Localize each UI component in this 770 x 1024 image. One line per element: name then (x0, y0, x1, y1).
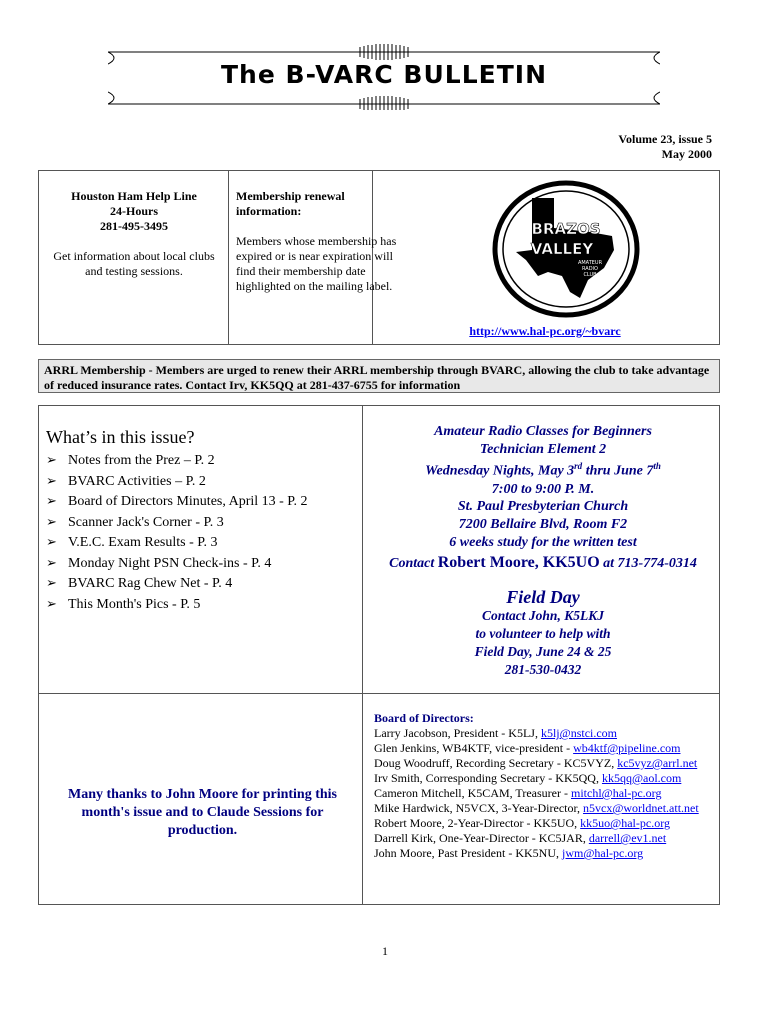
toc-list (46, 450, 308, 614)
field-day-phone: 281-530-0432 (504, 662, 582, 677)
logo-word-valley: VALLEY (530, 240, 594, 258)
classes-venue: St. Paul Presbyterian Church (457, 499, 629, 515)
arrow-bullet-icon: ➢ (46, 452, 57, 467)
membership-title: Membership renewal information: (236, 189, 345, 218)
toc-item-label: Monday Night PSN Check-ins - P. 4 (68, 555, 272, 571)
toc-item (46, 491, 308, 512)
help-line-panel (44, 189, 224, 279)
field-day-title: Field Day (506, 587, 580, 607)
field-day-details (368, 607, 718, 679)
board-member: Mike Hardwick, N5VCX, 3-Year-Director, n5vcx@worldnet.att.net (374, 801, 699, 815)
logo-word-radio: RADIO (582, 266, 598, 272)
bulletin-title: The B-VARC BULLETIN (221, 60, 547, 89)
membership-panel (236, 189, 411, 294)
board-member: Larry Jacobson, President - K5LJ, k5lj@nstci.com (374, 726, 618, 740)
toc-item-label: BVARC Rag Chew Net - P. 4 (68, 576, 233, 591)
email-link[interactable]: kk5qq@aol.com (601, 771, 682, 785)
toc-item-label: BVARC Activities – P. 2 (68, 473, 206, 489)
arrow-bullet-icon: ➢ (46, 513, 57, 529)
board-of-directors (374, 711, 714, 861)
arrow-bullet-icon: ➢ (46, 554, 57, 570)
page-number: 1 (382, 944, 388, 958)
arrow-bullet-icon: ➢ (46, 472, 57, 488)
help-line-hours: 24-Hours (110, 204, 158, 218)
classes-dates: Wednesday Nights, May 3rd thru June 7th (425, 461, 661, 480)
logo-word-amateur: AMATEUR (577, 260, 603, 266)
board-member: Robert Moore, 2-Year-Director - KK5UO, kk5uo@hal-pc.org (374, 816, 670, 830)
volume-label: Volume 23, issue 5 (618, 132, 712, 146)
field-day-contact: Contact John, K5LKJ (482, 608, 604, 623)
classes-element: Technician Element 2 (479, 441, 607, 457)
board-member: John Moore, Past President - KK5NU, jwm@hal-pc.org (374, 846, 644, 860)
board-member: Glen Jenkins, WB4KTF, vice-president - wb4ktf@pipeline.com (374, 741, 681, 755)
field-day-dates: Field Day, June 24 & 25 (474, 644, 612, 659)
board-member: Darrell Kirk, One-Year-Director - KC5JAR, darrell@ev1.net (374, 831, 667, 845)
toc-item (46, 450, 308, 471)
email-link[interactable]: kc5vyz@arrl.net (617, 756, 698, 770)
club-url-row (372, 324, 718, 339)
thanks-note: Many thanks to John Moore for printing this month's issue and to Claude Sessions for production. (67, 787, 337, 838)
toc-item-label: This Month's Pics - P. 5 (68, 596, 201, 612)
help-line-phone: 281-495-3495 (100, 219, 168, 233)
toc-item (46, 594, 308, 615)
email-link[interactable]: mitchl@hal-pc.org (570, 786, 662, 800)
issue-info (618, 132, 712, 162)
issue-date: May 2000 (661, 147, 712, 161)
arrl-notice: ARRL Membership - Members are urged to renew their ARRL membership through BVARC, allowing the club to take advantage of reduced insurance rates. Contact Irv, KK5QQ at 281-437-6755 for information (38, 359, 720, 393)
toc-heading: What’s in this issue? (46, 427, 195, 447)
toc-item (46, 553, 308, 574)
board-member: Cameron Mitchell, K5CAM, Treasurer - mitchl@hal-pc.org (374, 786, 662, 800)
toc-item-label: Notes from the Prez – P. 2 (68, 453, 215, 468)
email-link[interactable]: k5lj@nstci.com (540, 726, 618, 740)
help-line-info: Get information about local clubs and testing sessions. (53, 249, 215, 278)
board-member: Irv Smith, Corresponding Secretary - KK5QQ, kk5qq@aol.com (374, 771, 682, 785)
arrow-bullet-icon: ➢ (46, 595, 57, 611)
email-link[interactable]: jwm@hal-pc.org (562, 846, 644, 860)
toc-item (46, 573, 308, 594)
field-day-volunteer: to volunteer to help with (475, 626, 611, 641)
logo-graphic (492, 180, 640, 318)
logo-word-club: CLUB (583, 272, 597, 278)
board-heading: Board of Directors: (374, 711, 474, 725)
club-website-link[interactable]: http://www.hal-pc.org/~bvarc (469, 324, 621, 338)
bvarc-logo (492, 180, 640, 318)
logo-word-brazos: BRAZOS (531, 220, 601, 238)
arrow-bullet-icon: ➢ (46, 534, 57, 549)
classes-contact: Contact Robert Moore, KK5UO at 713-774-0314 (389, 553, 697, 571)
toc-item-label: V.E.C. Exam Results - P. 3 (68, 535, 218, 550)
email-link[interactable]: n5vcx@worldnet.att.net (583, 801, 699, 815)
classes-address: 7200 Bellaire Blvd, Room F2 (458, 517, 628, 533)
classes-announcement (368, 423, 718, 572)
classes-title: Amateur Radio Classes for Beginners (434, 424, 652, 439)
board-member: Doug Woodruff, Recording Secretary - KC5VYZ, kc5vyz@arrl.net (374, 756, 698, 770)
arrow-bullet-icon: ➢ (46, 493, 57, 508)
toc-item (46, 532, 308, 553)
email-link[interactable]: wb4ktf@pipeline.com (573, 741, 681, 755)
toc-item-label: Board of Directors Minutes, April 13 - P. 2 (68, 494, 308, 509)
help-line-title: Houston Ham Help Line (71, 189, 197, 203)
membership-body: Members whose membership has expired or is near expiration will find their membership date highlighted on the mailing label. (236, 234, 397, 293)
toc-item (46, 471, 308, 492)
classes-duration: 6 weeks study for the written test (449, 534, 637, 550)
arrow-bullet-icon: ➢ (46, 575, 57, 590)
email-link[interactable]: darrell@ev1.net (588, 831, 667, 845)
toc-item-label: Scanner Jack's Corner - P. 3 (68, 514, 224, 530)
classes-time: 7:00 to 9:00 P. M. (491, 481, 595, 497)
email-link[interactable]: kk5uo@hal-pc.org (580, 816, 670, 830)
masthead (108, 44, 660, 110)
toc-item (46, 512, 308, 533)
